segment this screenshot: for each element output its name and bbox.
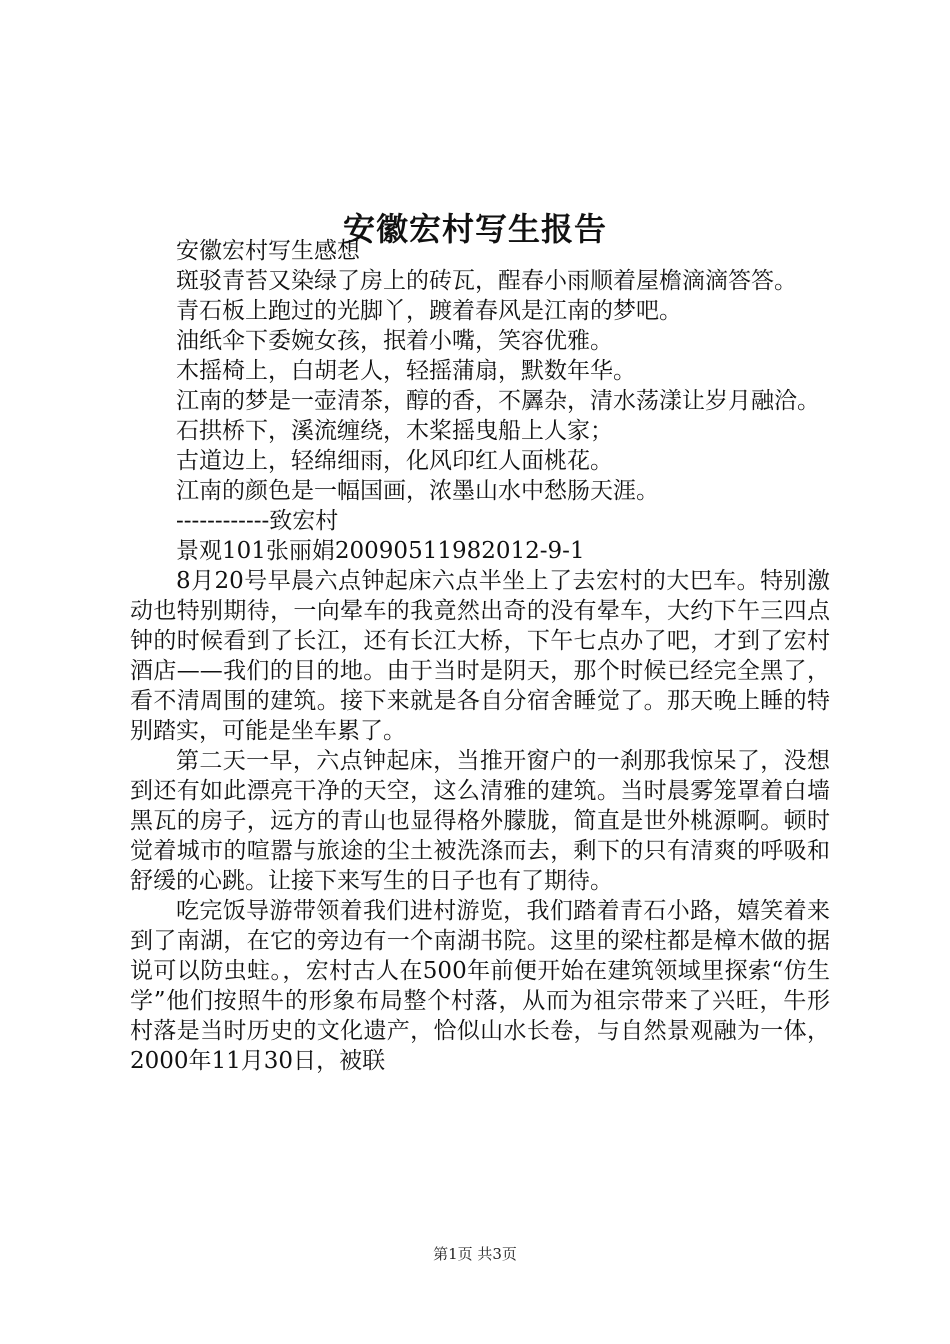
paragraph: 古道边上，轻绵细雨，化风印红人面桃花。: [176, 448, 613, 474]
paragraph: 木摇椅上，白胡老人，轻摇蒲扇，默数年华。: [176, 358, 636, 384]
paragraph: 江南的颜色是一幅国画，浓墨山水中愁肠天涯。: [176, 478, 659, 504]
document-body: [130, 236, 830, 1076]
paragraph: ------------致宏村: [176, 508, 339, 534]
paragraph: 景观101张丽娟20090511982012-9-1: [176, 538, 585, 564]
paragraph: 江南的梦是一壶清茶，醇的香，不羼杂，清水荡漾让岁月融洽。: [176, 388, 820, 414]
paragraph: 8月20号早晨六点钟起床六点半坐上了去宏村的大巴车。特别激动也特别期待，一向晕车的我竟然出奇的没有晕车，大约下午三四点钟的时候看到了长江，还有长江大桥，下午七点办了吧，才到了宏村酒店——我们的目的地。由于当时是阴天，那个时候已经完全黑了，看不清周围的建筑。接下来就是各自分宿舍睡觉了。那天晚上睡的特别踏实，可能是坐车累了。: [130, 568, 830, 744]
page-footer: 第1页 共3页: [433, 1245, 517, 1263]
paragraph: 石拱桥下，溪流缠绕，木桨摇曳船上人家；: [176, 418, 613, 444]
paragraph: 油纸伞下委婉女孩，抿着小嘴，笑容优雅。: [176, 328, 613, 354]
document-title: 安徽宏村写生报告: [342, 210, 607, 249]
paragraph: 斑驳青苔又染绿了房上的砖瓦，酲春小雨顺着屋檐滴滴答答。: [176, 268, 797, 294]
paragraph: 吃完饭导游带领着我们进村游览，我们踏着青石小路，嬉笑着来到了南湖，在它的旁边有一个南湖书院。这里的梁柱都是樟木做的据说可以防虫蛀。，宏村古人在500年前便开始在建筑领域里探索“仿生学”他们按照牛的形象布局整个村落，从而为祖宗带来了兴旺，牛形村落是当时历史的文化遗产，恰似山水长卷，与自然景观融为一体，2000年11月30日，被联: [130, 898, 830, 1074]
paragraph: 第二天一早，六点钟起床，当推开窗户的一刹那我惊呆了，没想到还有如此漂亮干净的天空，这么清雅的建筑。当时晨雾笼罩着白墙黑瓦的房子，远方的青山也显得格外朦胧，简直是世外桃源啊。顿时觉着城市的喧嚣与旅途的尘土被洗涤而去，剩下的只有清爽的呼吸和舒缓的心跳。让接下来写生的日子也有了期待。: [130, 748, 830, 894]
paragraph: 青石板上跑过的光脚丫，踱着春风是江南的梦吧。: [176, 298, 682, 324]
paragraph: 安徽宏村写生感想: [176, 238, 360, 264]
